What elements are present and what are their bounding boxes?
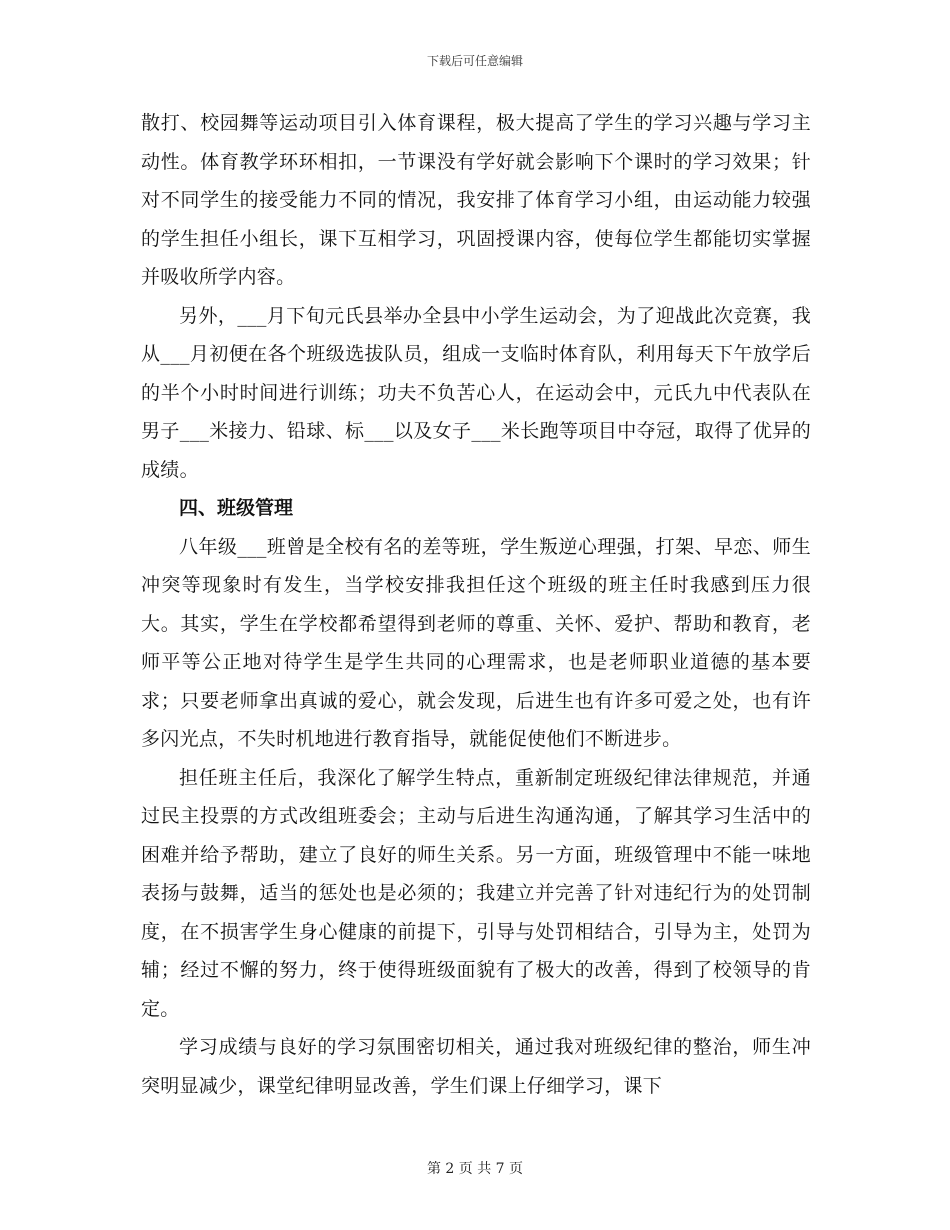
section-heading-class-management: 四、班级管理 xyxy=(179,497,294,519)
page-footer: 第 2 页 共 7 页 xyxy=(426,1161,524,1177)
document-body xyxy=(141,104,811,1105)
paragraph-study-atmosphere: 学习成绩与良好的学习氛围密切相关，通过我对班级纪律的整治，师生冲突明显减少，课堂纪律明显改善，学生们课上仔细学习，课下 xyxy=(141,1036,811,1097)
paragraph-class-reform: 担任班主任后，我深化了解学生特点，重新制定班级纪律法律规范，并通过民主投票的方式改组班委会；主动与后进生沟通沟通，了解其学习生活中的困难并给予帮助，建立了良好的师生关系。另一方面，班级管理中不能一味地表扬与鼓舞，适当的惩处也是必须的；我建立并完善了针对违纪行为的处罚制度，在不损害学生身心健康的前提下，引导与处罚相结合，引导为主，处罚为辅；经过不懈的努力，终于使得班级面貌有了极大的改善，得到了校领导的肯定。 xyxy=(141,766,811,1020)
paragraph-sports-curriculum: 散打、校园舞等运动项目引入体育课程，极大提高了学生的学习兴趣与学习主动性。体育教学环环相扣，一节课没有学好就会影响下个课时的学习效果；针对不同学生的接受能力不同的情况，我安排了体育学习小组，由运动能力较强的学生担任小组长，课下互相学习，巩固授课内容，使每位学生都能切实掌握并吸收所学内容。 xyxy=(141,112,811,288)
paragraph-sports-meet: 另外，___月下旬元氏县举办全县中小学生运动会，为了迎战此次竞赛，我从___月初便在各个班级选拔队员，组成一支临时体育队，利用每天下午放学后的半个小时时间进行训练；功夫不负苦心人，在运动会中，元氏九中代表队在男子___米接力、铅球、标___以及女子___米长跑等项目中夺冠，取得了优异的成绩。 xyxy=(141,304,811,481)
page-header: 下载后可任意编辑 xyxy=(426,54,523,68)
paragraph-class-background: 八年级___班曾是全校有名的差等班，学生叛逆心理强，打架、早恋、师生冲突等现象时有发生，当学校安排我担任这个班级的班主任时我感到压力很大。其实，学生在学校都希望得到老师的尊重、关怀、爱护、帮助和教育，老师平等公正地对待学生是学生共同的心理需求，也是老师职业道德的基本要求；只要老师拿出真诚的爱心，就会发现，后进生也有许多可爱之处，也有许多闪光点，不失时机地进行教育指导，就能促使他们不断进步。 xyxy=(141,535,811,750)
